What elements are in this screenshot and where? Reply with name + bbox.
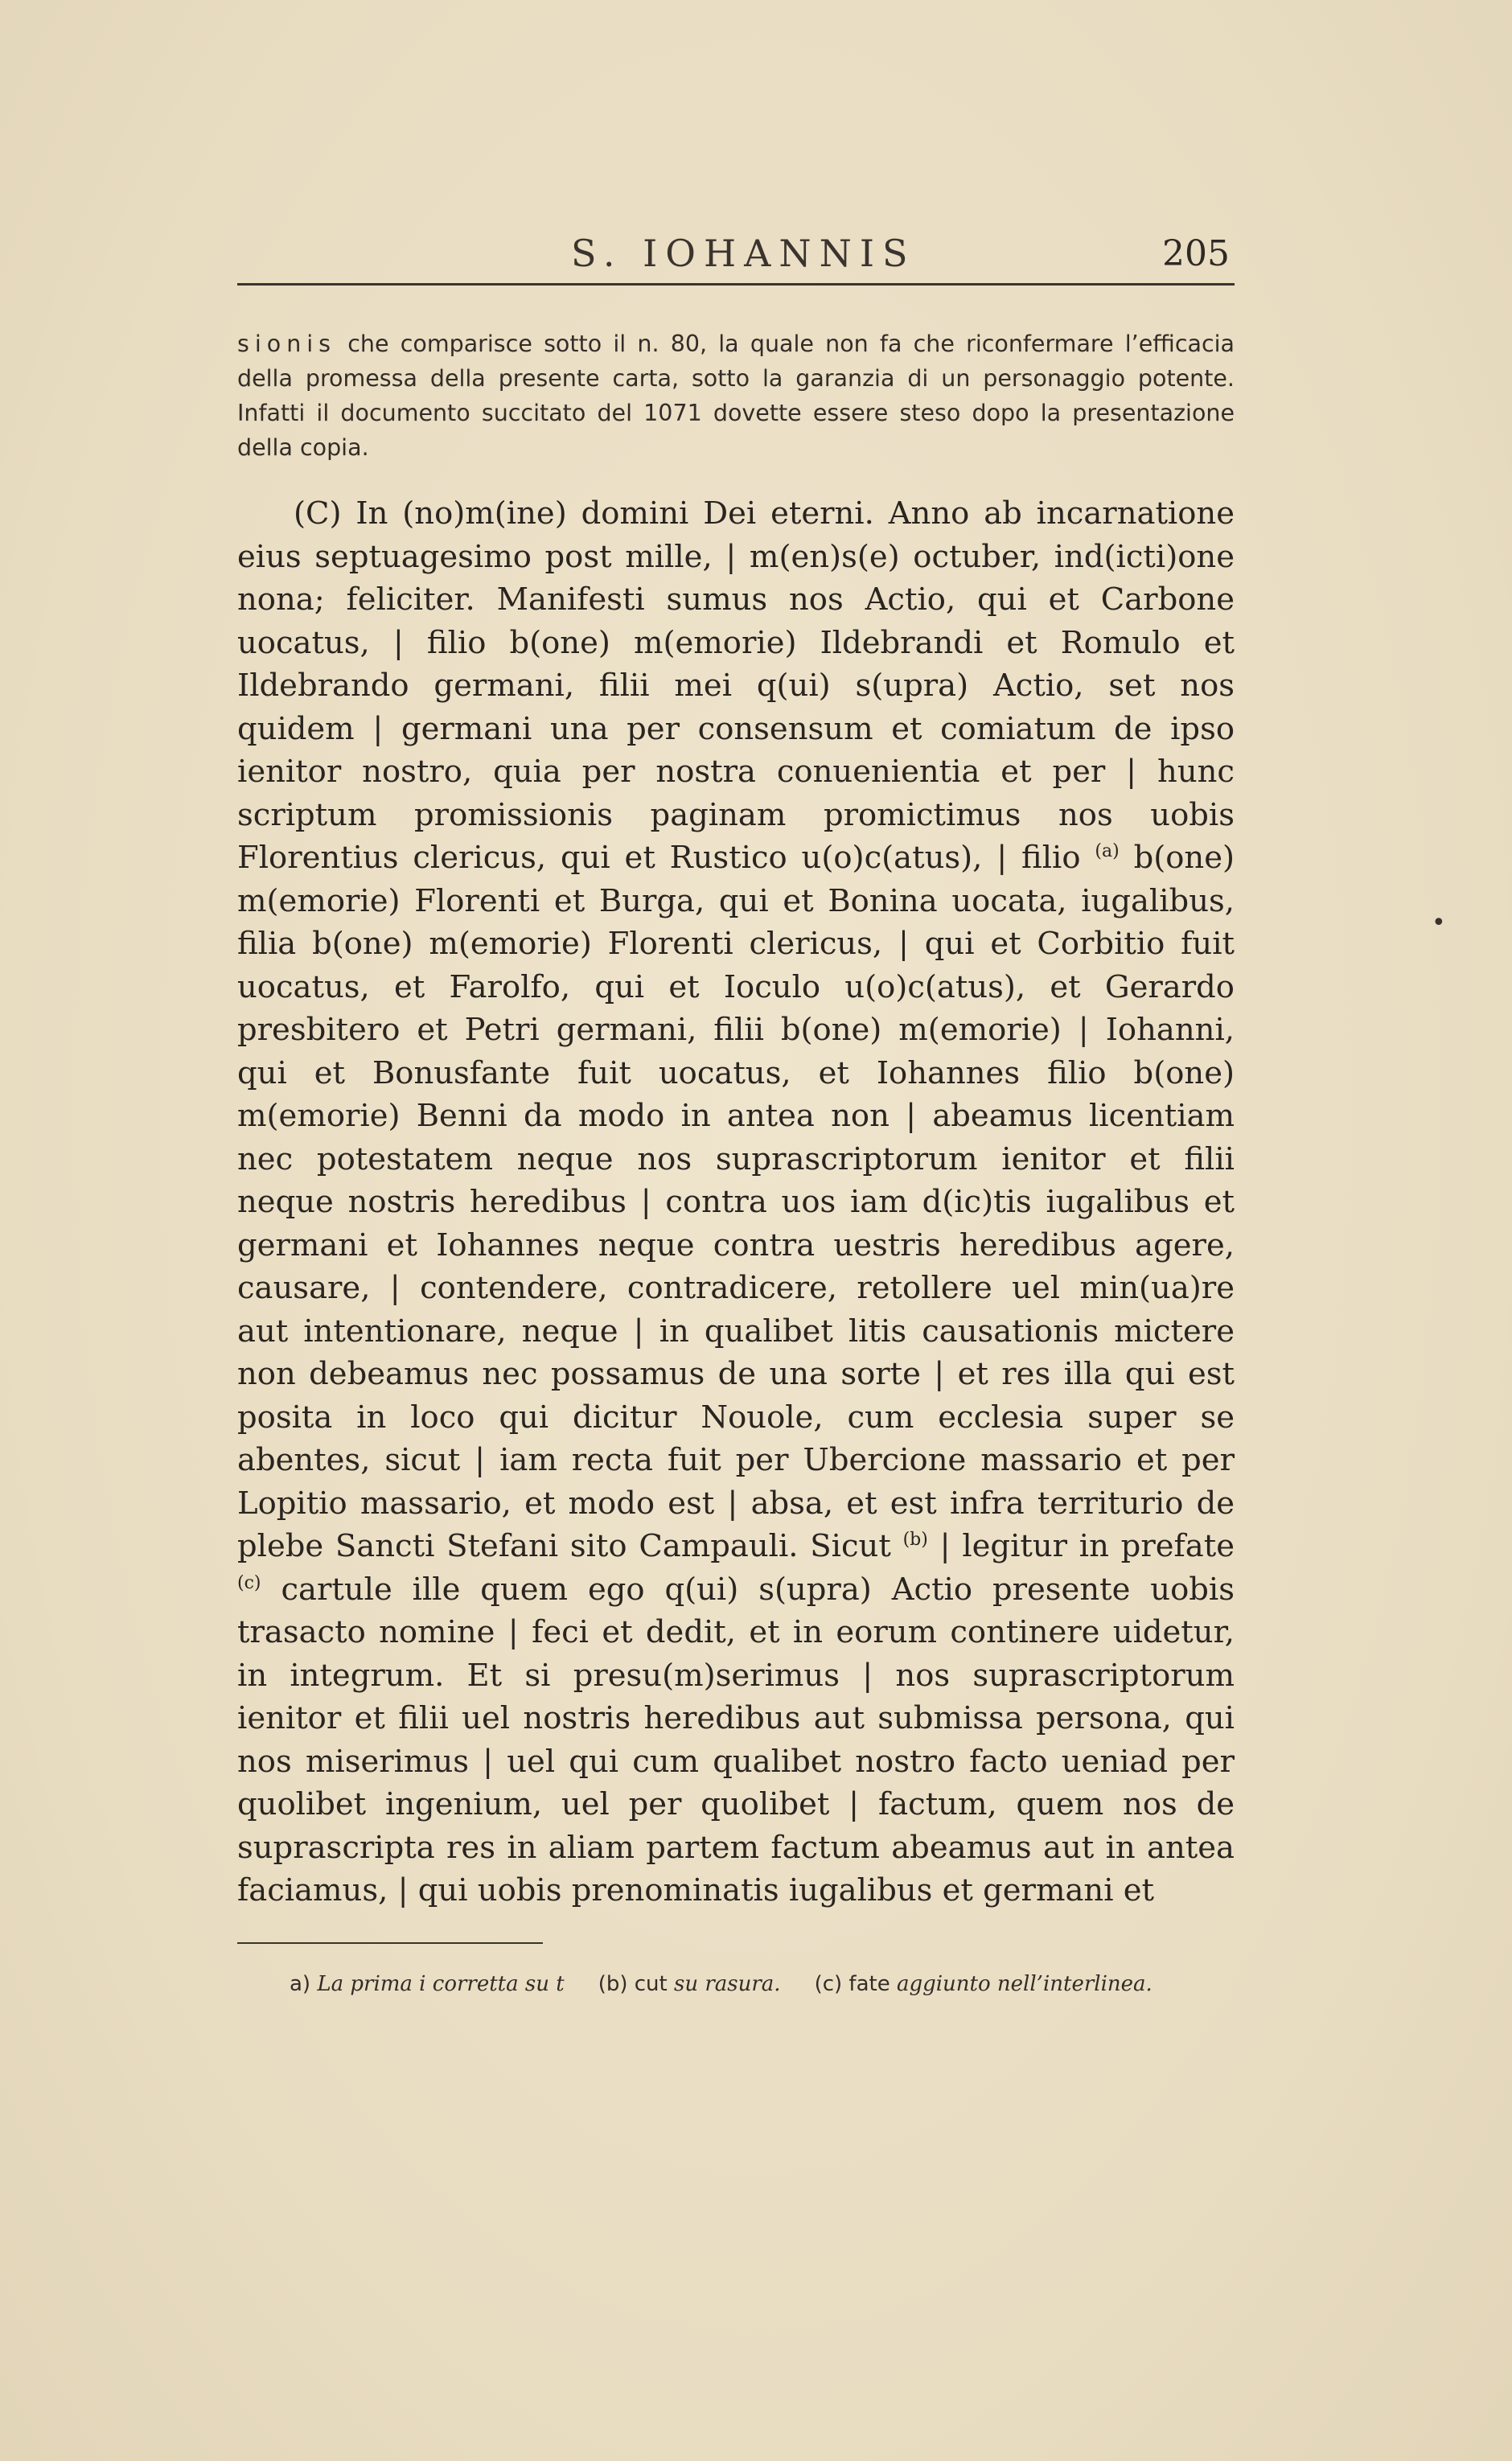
footnote-b	[598, 1972, 781, 1996]
footnote-c	[815, 1972, 1152, 1996]
footnote-b-label: (b) cut	[598, 1972, 668, 1996]
charter-part-4: cartule ille quem ego q(ui) s(upra) Actio presente uobis trasacto nomine | feci et dedit, et in eorum continere uidetur, in integrum. Et si presu(m)serimus | nos suprascriptorum ienitor et filii uel nostris heredibus aut submissa persona, qui nos miserimus | uel qui cum qualibet nostro facto ueniad per quolibet ingenium, uel per quolibet | factum, quem nos de suprascripta res in aliam partem factum abeamus aut in antea faciamus, | qui uobis prenominatis iugalibus et germani et	[237, 1571, 1235, 1908]
header-rule	[237, 283, 1235, 286]
charter-text	[237, 492, 1235, 1913]
footnote-marker-b: (b)	[902, 1530, 928, 1551]
footnote-c-text: aggiunto nell’interlinea.	[896, 1972, 1152, 1996]
footnote-a-label: a)	[290, 1972, 311, 1996]
page-number: 205	[1162, 233, 1230, 274]
page-header	[237, 217, 1235, 281]
footnote-b-text: su rasura.	[673, 1972, 781, 1996]
footnote-c-label: (c) fate	[814, 1972, 890, 1996]
margin-mark: •	[1432, 909, 1446, 937]
footnote-marker-c: (c)	[237, 1572, 261, 1593]
footnotes	[290, 1972, 1214, 1996]
charter-part-1: (C) In (no)m(ine) domini Dei eterni. Anno ab incarnatione eius septuagesimo post mille, | m(en)s(e) octuber, ind(icti)one nona; feliciter. Manifesti sumus nos Actio, qui et Carbone uocatus, | filio b(one) m(emorie) Ildebrandi et Romulo et Ildebrando germani, filii mei q(ui) s(upra) Actio, set nos quidem | germani una per consensum et comiatum de ipso ienitor nostro, quia per nostra conuenientia et per | hunc scriptum promissionis paginam promictimus nos uobis Florentius clericus, qui et Rustico u(o)c(atus), | filio	[237, 495, 1235, 876]
running-title: S. IOHANNIS	[571, 232, 916, 275]
charter-part-3: | legitur in prefate	[939, 1528, 1235, 1564]
footnote-rule	[237, 1942, 543, 1944]
commentary-paragraph	[237, 327, 1235, 465]
charter-part-2: b(one) m(emorie) Florenti et Burga, qui et Bonina uocata, iugalibus, filia b(one) m(emorie) Florenti clericus, | qui et Corbitio fuit uocatus, et Farolfo, qui et Ioculo u(o)c(atus), et Gerardo presbitero et Petri germani, filii b(one) m(emorie) | Iohanni, qui et Bonusfante fuit uocatus, et Iohannes filio b(one) m(emorie) Benni da modo in antea non | abeamus licentiam nec potestatem neque nos suprascriptorum ienitor et filii neque nostris heredibus | contra uos iam d(ic)tis iugalibus et germani et Iohannes neque contra uestris heredibus agere, causare, | contendere, contradicere, retollere uel min(ua)re aut intentionare, neque | in qualibet litis causationis mictere non debeamus nec possamus de una sorte | et res illa qui est posita in loco qui dicitur Nouole, cum ecclesia super se abentes, sicut | iam recta fuit per Ubercione massario et per Lopitio massario, et modo est | absa, et est infra territurio de plebe Sancti Stefani sito Campauli. Sicut	[237, 840, 1235, 1564]
footnote-marker-a: (a)	[1095, 841, 1120, 862]
intro-first-word: sionis	[237, 331, 337, 357]
intro-text: che comparisce sotto il n. 80, la quale non fa che riconfermare l’efficacia della promessa della presente carta, sotto la garanzia di un personaggio potente. Infatti il documento succitato del 1071 dovette essere steso dopo la presentazione della copia.	[237, 331, 1235, 461]
footnote-a-text: La prima i corretta su t	[317, 1972, 565, 1996]
footnote-a	[290, 1972, 565, 1996]
